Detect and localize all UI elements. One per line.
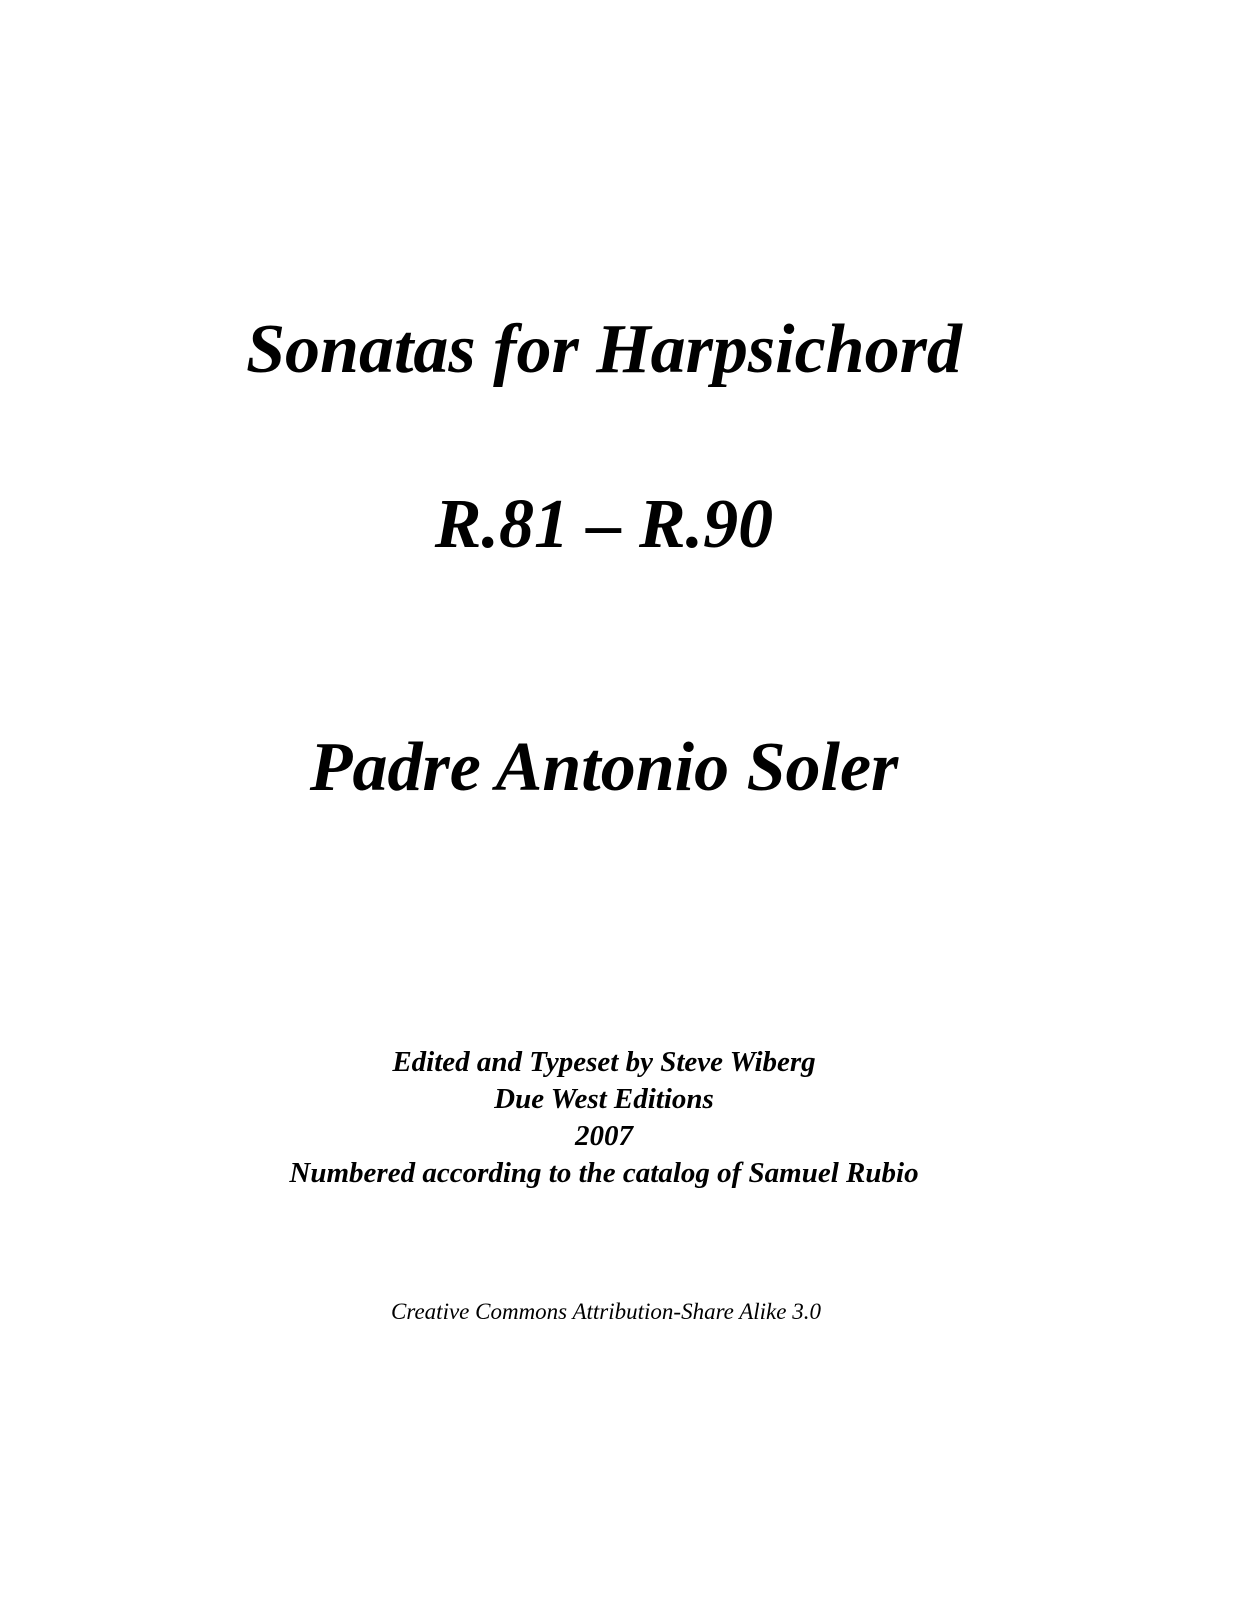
catalog-range: R.81 – R.90 (434, 486, 774, 563)
document-title: Sonatas for Harpsichord (246, 311, 962, 388)
license-notice: Creative Commons Attribution-Share Alike 3.0 (391, 1299, 821, 1324)
credits-block (0, 1044, 1208, 1192)
composer-name: Padre Antonio Soler (309, 729, 899, 806)
publication-year: 2007 (575, 1120, 633, 1152)
publisher-name: Due West Editions (494, 1083, 714, 1115)
catalog-note: Numbered according to the catalog of Samuel Rubio (289, 1157, 919, 1189)
editor-line: Edited and Typeset by Steve Wiberg (392, 1046, 816, 1078)
